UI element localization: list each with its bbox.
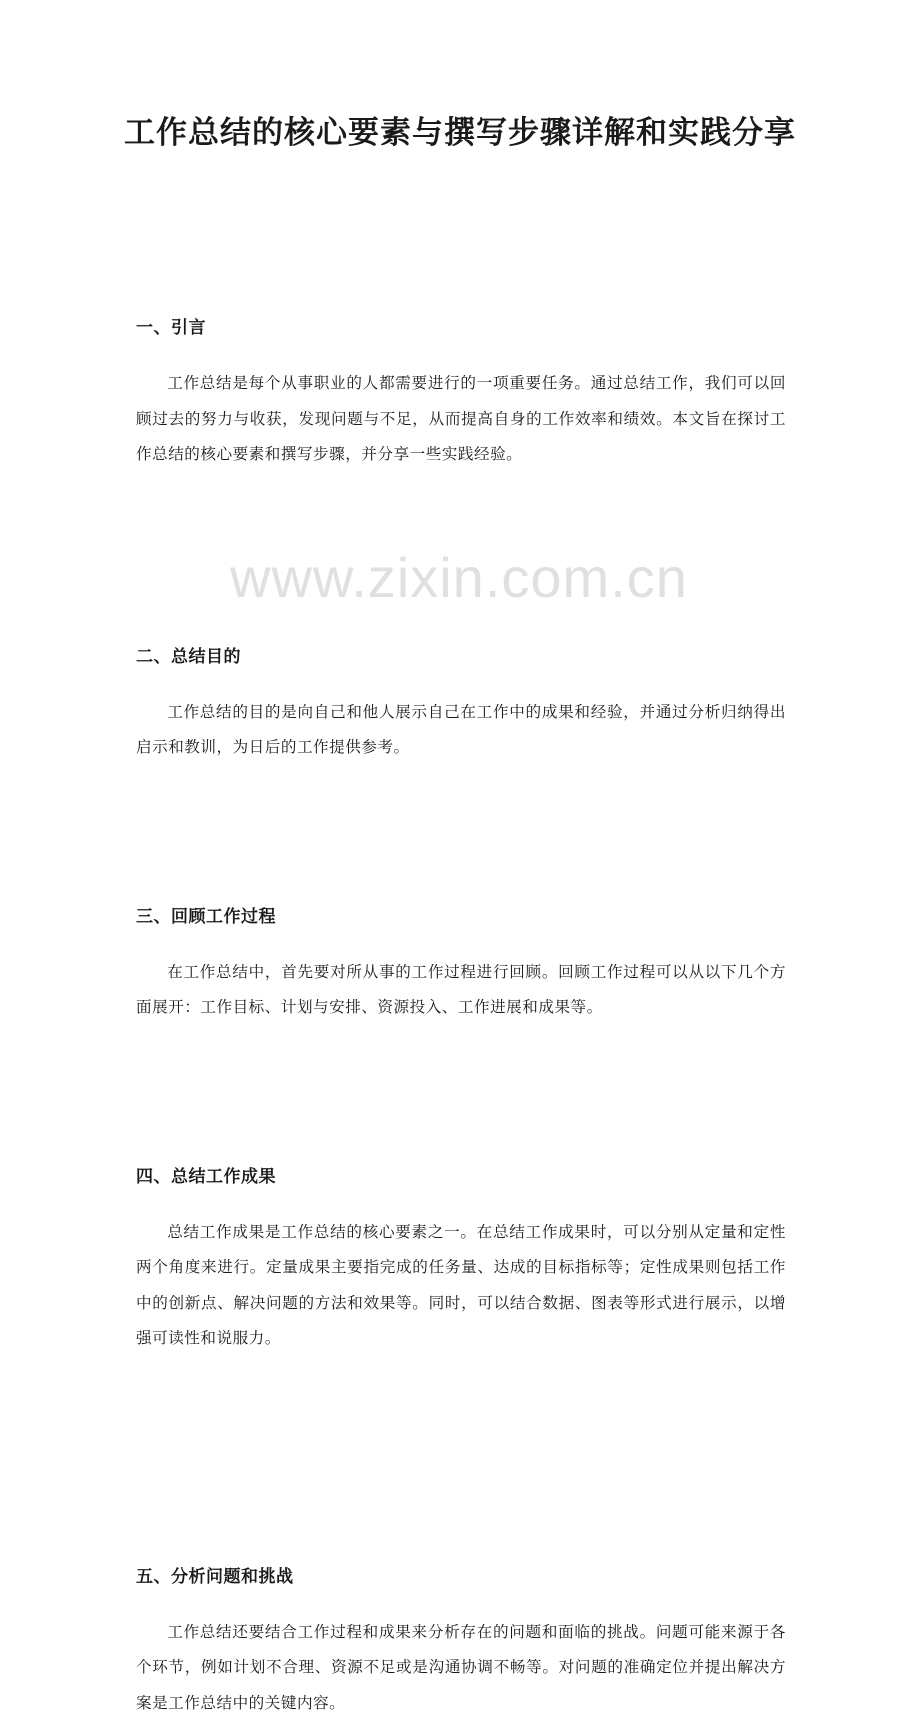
- section-paragraph: 在工作总结中，首先要对所从事的工作过程进行回顾。回顾工作过程可以从以下几个方面展开：工作目标、计划与安排、资源投入、工作进展和成果等。: [136, 955, 786, 1026]
- section-heading: 三、回顾工作过程: [136, 905, 786, 929]
- section-heading: 二、总结目的: [136, 645, 786, 669]
- section-paragraph: 总结工作成果是工作总结的核心要素之一。在总结工作成果时，可以分别从定量和定性两个角度来进行。定量成果主要指完成的任务量、达成的目标指标等；定性成果则包括工作中的创新点、解决问题的方法和效果等。同时，可以结合数据、图表等形式进行展示，以增强可读性和说服力。: [136, 1215, 786, 1357]
- section-paragraph: 工作总结还要结合工作过程和成果来分析存在的问题和面临的挑战。问题可能来源于各个环节，例如计划不合理、资源不足或是沟通协调不畅等。对问题的准确定位并提出解决方案是工作总结中的关键内容。: [136, 1615, 786, 1721]
- watermark-text: www.zixin.com.cn: [230, 545, 688, 610]
- section-review-process: [136, 905, 786, 1026]
- section-paragraph: 工作总结的目的是向自己和他人展示自己在工作中的成果和经验，并通过分析归纳得出启示和教训，为日后的工作提供参考。: [136, 695, 786, 766]
- section-purpose: [136, 645, 786, 766]
- section-heading: 四、总结工作成果: [136, 1165, 786, 1189]
- section-problems-challenges: [136, 1565, 786, 1721]
- section-heading: 一、引言: [136, 316, 786, 340]
- section-results: [136, 1165, 786, 1357]
- section-heading: 五、分析问题和挑战: [136, 1565, 786, 1589]
- document-title: 工作总结的核心要素与撰写步骤详解和实践分享: [120, 102, 800, 164]
- section-paragraph: 工作总结是每个从事职业的人都需要进行的一项重要任务。通过总结工作，我们可以回顾过去的努力与收获，发现问题与不足，从而提高自身的工作效率和绩效。本文旨在探讨工作总结的核心要素和撰写步骤，并分享一些实践经验。: [136, 366, 786, 473]
- section-introduction: [136, 316, 786, 473]
